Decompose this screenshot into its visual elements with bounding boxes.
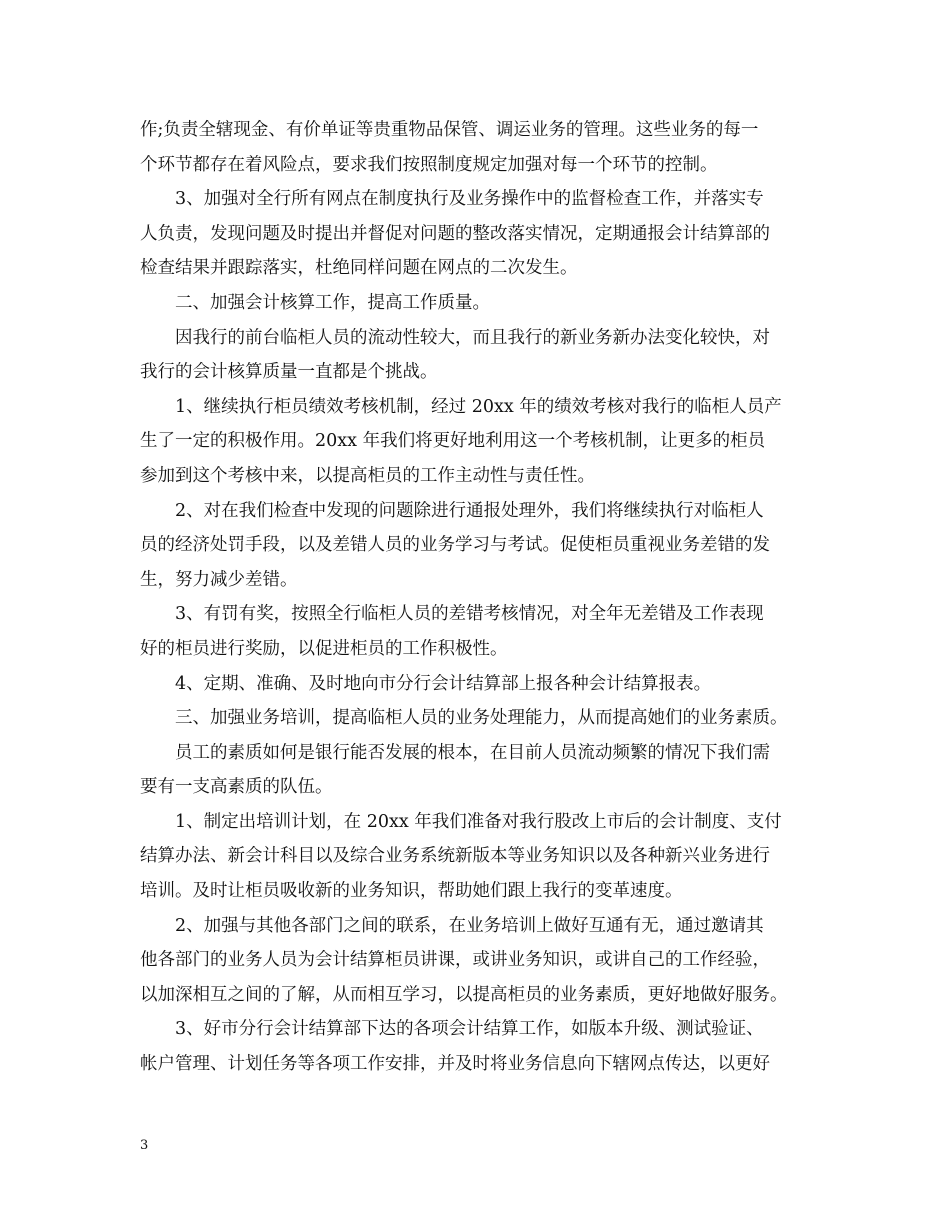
text-line: 因我行的前台临柜人员的流动性较大，而且我行的新业务新办法变化较快，对 <box>175 327 770 348</box>
text-line: 2、对在我们检查中发现的问题除进行通报处理外，我们将继续执行对临柜人 <box>175 500 764 521</box>
page-number: 3 <box>140 1138 149 1153</box>
text-line: 人负责，发现问题及时提出并督促对问题的整改落实情况，定期通报会计结算部的 <box>140 223 770 244</box>
text-line: 员工的素质如何是银行能否发展的根本，在目前人员流动频繁的情况下我们需 <box>175 742 770 763</box>
text-line: 员的经济处罚手段，以及差错人员的业务学习与考试。促使柜员重视业务差错的发 <box>140 535 770 556</box>
text-line: 要有一支高素质的队伍。 <box>140 777 333 798</box>
text-line: 1、继续执行柜员绩效考核机制，经过 20xx 年的绩效考核对我行的临柜人员产 <box>175 396 782 417</box>
text-line: 参加到这个考核中来，以提高柜员的工作主动性与责任性。 <box>140 465 595 486</box>
text-line: 3、加强对全行所有网点在制度执行及业务操作中的监督检查工作，并落实专 <box>175 189 764 210</box>
text-line: 作;负责全辖现金、有价单证等贵重物品保管、调运业务的管理。这些业务的每一 <box>140 120 759 140</box>
section-heading: 三、加强业务培训，提高临柜人员的业务处理能力，从而提高她们的业务素质。 <box>175 708 788 729</box>
text-line: 3、好市分行会计结算部下达的各项会计结算工作，如版本升级、测试验证、 <box>175 1019 764 1040</box>
text-line: 3、有罚有奖，按照全行临柜人员的差错考核情况，对全年无差错及工作表现 <box>175 604 764 625</box>
text-line: 帐户管理、计划任务等各项工作安排，并及时将业务信息向下辖网点传达，以更好 <box>140 1054 770 1075</box>
body-text <box>140 113 830 1082</box>
text-line: 个环节都存在着风险点，要求我们按照制度规定加强对每一个环节的控制。 <box>140 154 718 175</box>
text-line: 培训。及时让柜员吸收新的业务知识，帮助她们跟上我行的变革速度。 <box>140 881 683 902</box>
text-line: 生，努力减少差错。 <box>140 569 298 590</box>
section-heading: 二、加强会计核算工作，提高工作质量。 <box>175 292 490 313</box>
text-line: 2、加强与其他各部门之间的联系，在业务培训上做好互通有无，通过邀请其 <box>175 915 764 936</box>
text-line: 好的柜员进行奖励，以促进柜员的工作积极性。 <box>140 638 508 659</box>
text-line: 他各部门的业务人员为会计结算柜员讲课，或讲业务知识，或讲自己的工作经验， <box>140 950 770 971</box>
text-line: 结算办法、新会计科目以及综合业务系统新版本等业务知识以及各种新兴业务进行 <box>140 846 770 867</box>
text-line: 以加深相互之间的了解，从而相互学习，以提高柜员的业务素质，更好地做好服务。 <box>140 984 788 1005</box>
text-line: 1、制定出培训计划，在 20xx 年我们准备对我行股改上市后的会计制度、支付 <box>175 811 782 832</box>
text-line: 我行的会计核算质量一直都是个挑战。 <box>140 362 438 383</box>
text-line: 检查结果并跟踪落实，杜绝同样问题在网点的二次发生。 <box>140 258 578 279</box>
text-line: 生了一定的积极作用。20xx 年我们将更好地利用这一个考核机制，让更多的柜员 <box>140 431 766 452</box>
text-line: 4、定期、准确、及时地向市分行会计结算部上报各种会计结算报表。 <box>175 673 712 694</box>
